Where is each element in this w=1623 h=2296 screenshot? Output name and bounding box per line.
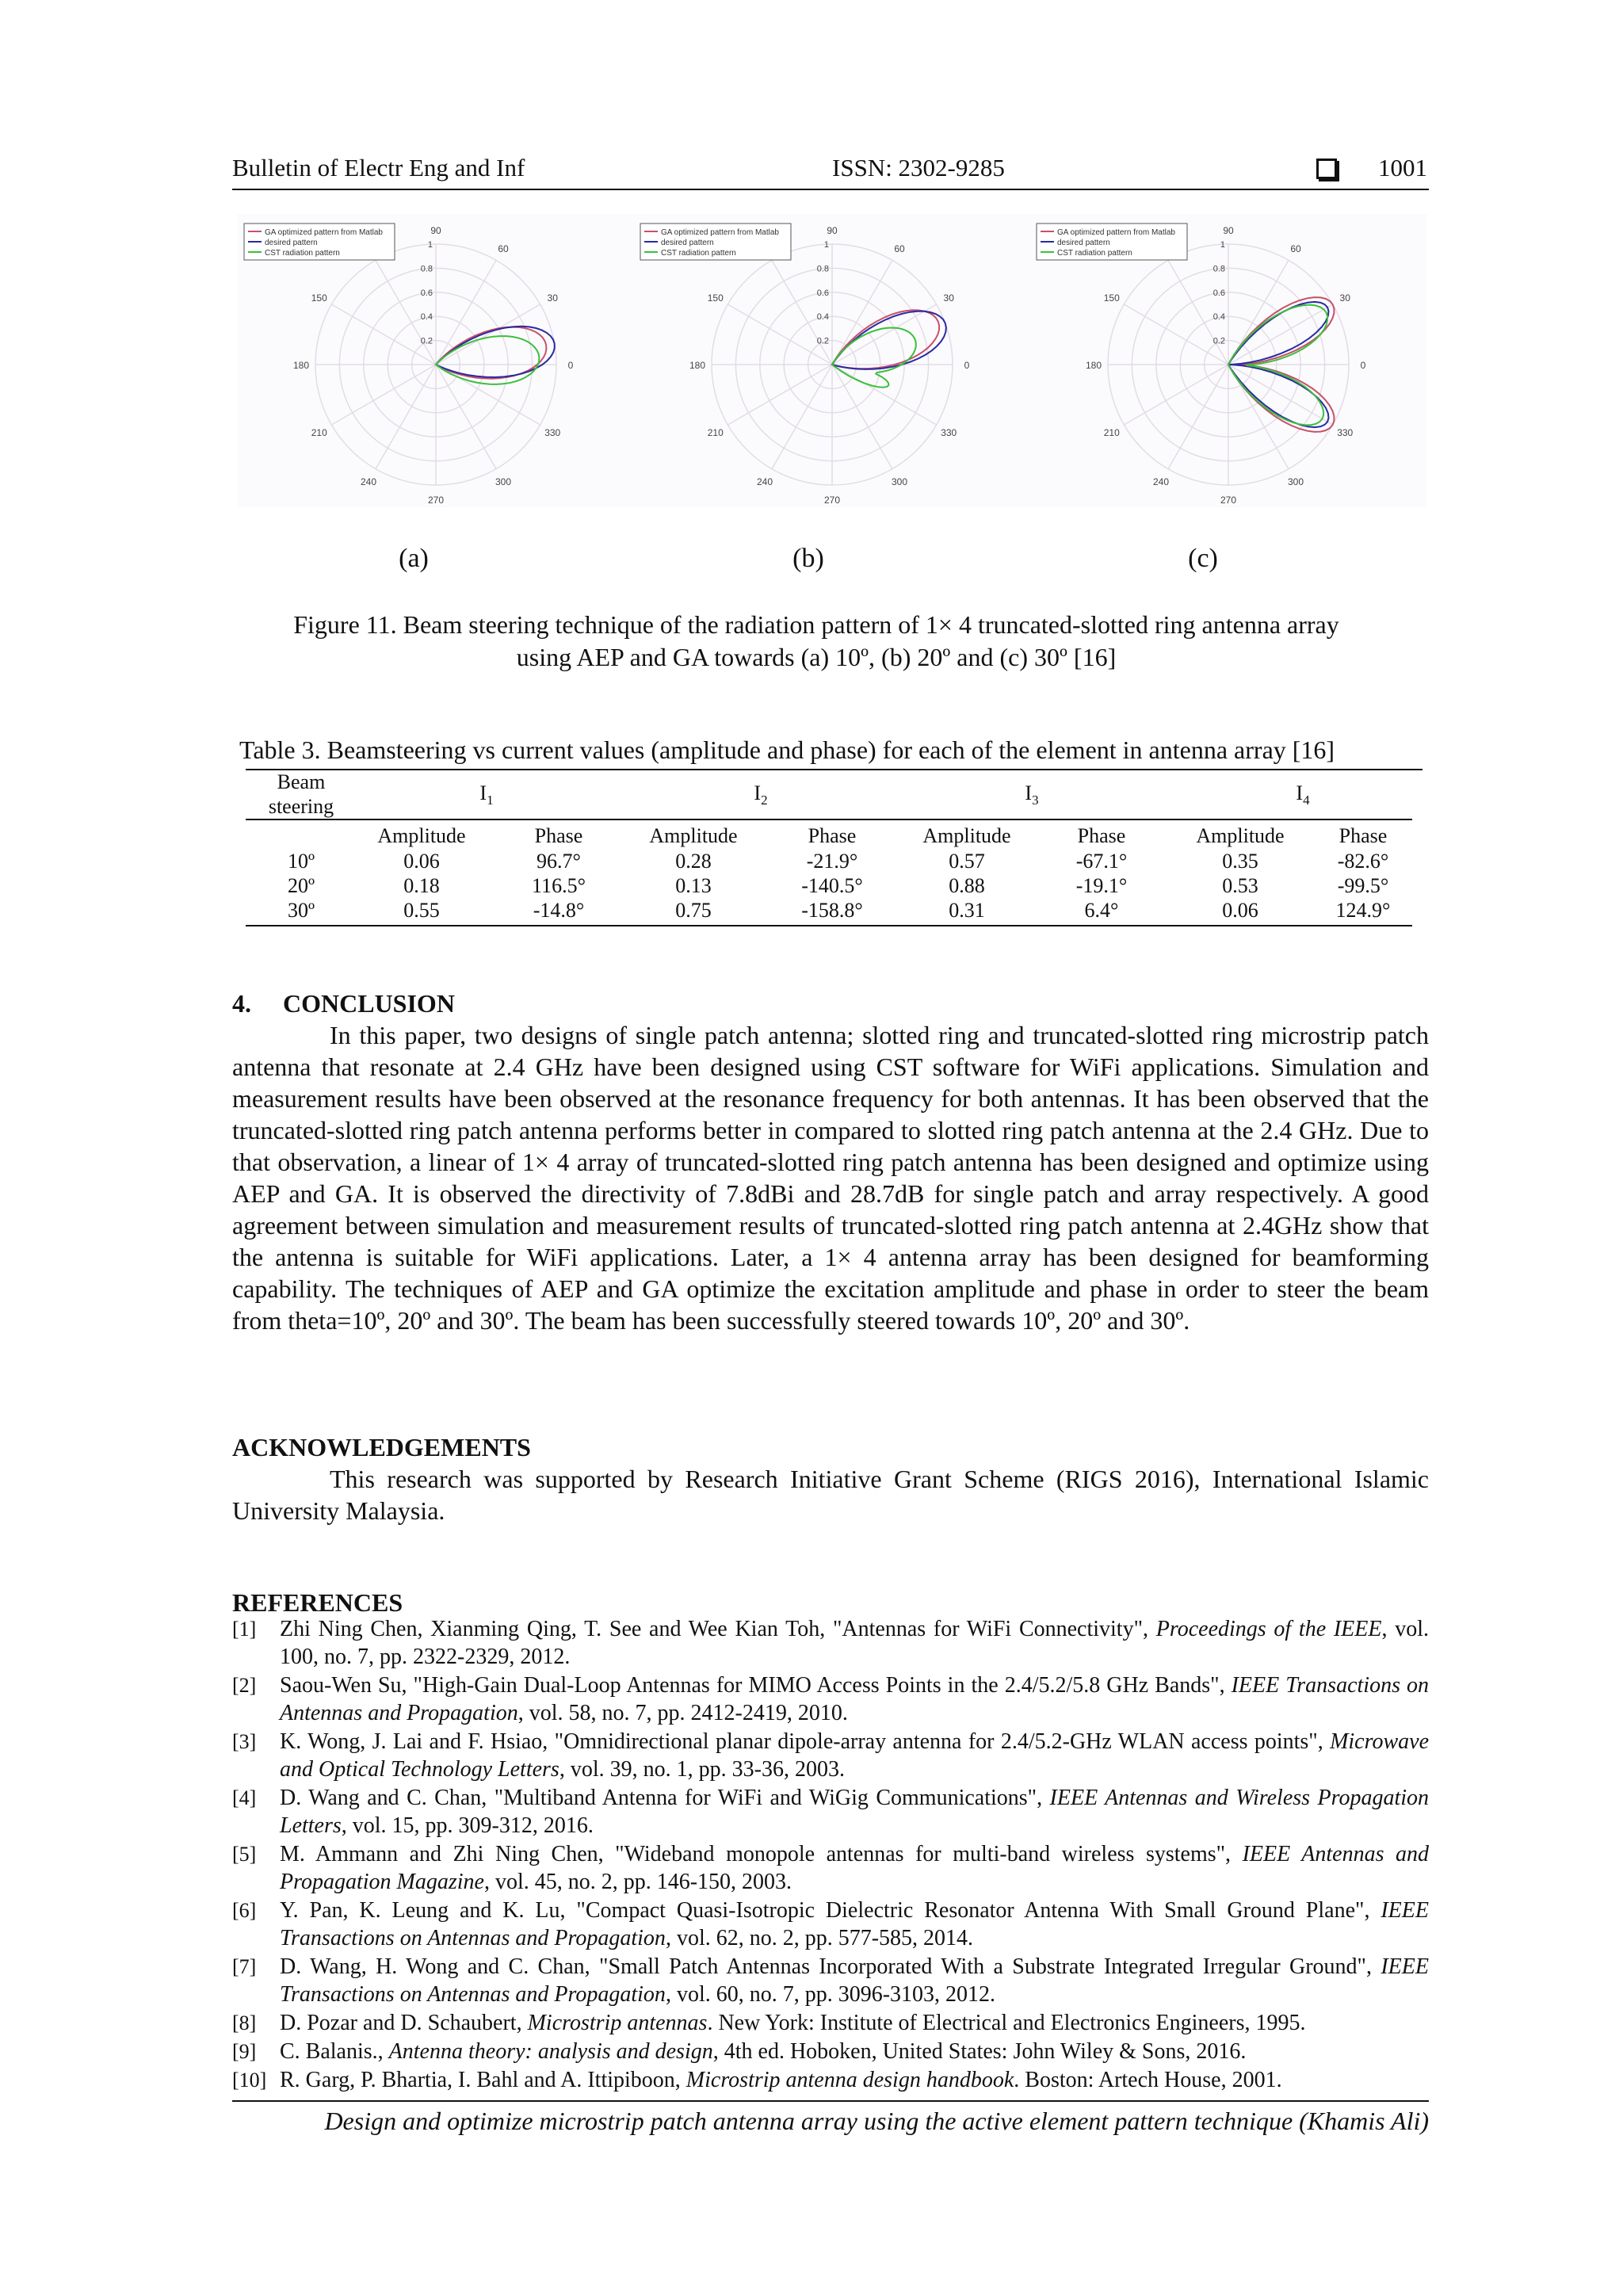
reference-item: [7] D. Wang, H. Wong and C. Chan, "Small Patch Antennas Incorporated With a Substrate Integrated Irregular Ground", IEEE Transactions on Antennas and Propagation, vol. 60, no. 7, pp. 3096-3103, 2012. <box>232 1954 1429 2007</box>
table-cell: -140.5° <box>801 874 863 897</box>
conclusion-text: In this paper, two designs of single patch antenna; slotted ring and truncated-slotted ring microstrip patch antenna that resonate at 2.4 GHz have been designed using CST software for WiFi applications. Simulation and measurement results have been observed at the resonance frequency for both antennas. It has been observed that the truncated-slotted ring patch antenna performs better in compared to slotted ring patch antenna at the 2.4 GHz. Due to that observation, a linear of 1× 4 array of truncated-slotted ring patch antenna has been designed and optimize using AEP and GA. It is observed the directivity of 7.8dBi and 28.7dB for single patch and array respectively. A good agreement between simulation and measurement results of truncated-slotted ring patch antenna at 2.4GHz show that the antenna is suitable for WiFi applications. Later, a 1× 4 antenna array has been designed for beamforming capability. The techniques of AEP and GA optimize the excitation amplitude and phase in order to steer the beam from theta=10º, 20º and 30º. The beam has been successfully steered towards 10º, 20º and 30º. <box>232 1021 1429 1335</box>
angle-tick-label: 240 <box>756 476 773 488</box>
reference-number: [10] <box>232 2069 267 2092</box>
column-subheader: Phase <box>1077 824 1126 847</box>
table-cell: 0.18 <box>403 874 440 897</box>
journal-name: Bulletin of Electr Eng and Inf <box>232 154 525 181</box>
angle-tick-label: 0 <box>567 360 574 371</box>
angle-tick-label: 60 <box>1290 243 1301 254</box>
angle-tick-label: 0 <box>964 360 970 371</box>
figure-caption-line-1: Figure 11. Beam steering technique of the radiation pattern of 1× 4 truncated-slotted ring antenna array <box>293 610 1339 639</box>
issn: ISSN: 2302-9285 <box>832 154 1005 181</box>
table-cell: 6.4° <box>1084 899 1119 922</box>
table-cell: 0.75 <box>675 899 712 922</box>
angle-tick-label: 60 <box>498 243 509 254</box>
footer-rule <box>232 2100 1429 2102</box>
reference-venue: Antenna theory: analysis and design <box>388 2039 713 2064</box>
radial-tick-label: 0.6 <box>816 288 829 298</box>
reference-item: [5] M. Ammann and Zhi Ning Chen, "Wideband monopole antennas for multi-band wireless systems", IEEE Antennas and Propagation Magazine, vol. 45, no. 2, pp. 146-150, 2003. <box>232 1842 1429 1894</box>
radial-tick-label: 0.8 <box>420 264 433 274</box>
table-cell: -99.5° <box>1337 874 1389 897</box>
reference-number: [5] <box>232 1843 257 1866</box>
angle-tick-label: 90 <box>827 225 838 236</box>
radial-tick-label: 1 <box>823 240 829 250</box>
conclusion-paragraph <box>232 1019 1429 1336</box>
acknowledgements-text: This research was supported by Research Initiative Grant Scheme (RIGS 2016), International Islamic University Malaysia. <box>232 1465 1429 1525</box>
column-subheader: Phase <box>1338 824 1388 847</box>
reference-number: [2] <box>232 1674 257 1697</box>
table-caption: Table 3. Beamsteering vs current values (amplitude and phase) for each of the element in antenna array [16] <box>239 735 1335 764</box>
reference-item: [1] Zhi Ning Chen, Xianming Qing, T. See and Wee Kian Toh, "Antennas for WiFi Connectivity", Proceedings of the IEEE, vol. 100, no. 7, pp. 2322-2329, 2012. <box>232 1617 1429 1669</box>
angle-tick-label: 210 <box>707 427 724 438</box>
angle-tick-label: 300 <box>495 476 512 488</box>
polar-plot-a-svg <box>238 214 634 507</box>
sublabel-c: (c) <box>1188 544 1218 573</box>
table-cell: -21.9° <box>806 850 858 873</box>
angle-tick-label: 330 <box>1337 427 1354 438</box>
angle-tick-label: 270 <box>427 495 445 506</box>
polar-plot-c-svg <box>1030 214 1426 507</box>
table-cell: 96.7° <box>537 850 581 873</box>
sublabel-b: (b) <box>792 544 824 573</box>
column-subheader: Amplitude <box>922 824 1011 847</box>
table-cell: 0.13 <box>675 874 712 897</box>
radial-tick-label: 0.4 <box>816 312 829 323</box>
table-top-rule <box>246 769 1423 770</box>
angle-tick-label: 210 <box>311 427 327 438</box>
conclusion-heading: 4. CONCLUSION <box>232 989 455 1018</box>
angle-tick-label: 30 <box>1339 292 1350 304</box>
legend-label: GA optimized pattern from Matlab <box>1057 228 1175 237</box>
angle-tick-label: 240 <box>360 476 377 488</box>
figure-11 <box>238 214 1426 579</box>
table-cell: 124.9° <box>1335 899 1391 922</box>
reference-number: [1] <box>232 1618 257 1641</box>
row-beam-angle: 20º <box>287 874 315 897</box>
row-beam-angle: 30º <box>287 899 315 922</box>
angle-tick-label: 180 <box>292 360 310 371</box>
reference-venue: Proceedings of the IEEE <box>1155 1617 1382 1641</box>
row-beam-angle: 10º <box>287 850 315 873</box>
legend-label: CST radiation pattern <box>661 249 736 258</box>
polar-plot-c <box>1030 214 1426 507</box>
reference-venue: Microwave and Optical Technology Letters <box>280 1729 1429 1782</box>
reference-item: [6] Y. Pan, K. Leung and K. Lu, "Compact Quasi-Isotropic Dielectric Resonator Antenna With Small Ground Plane", IEEE Transactions on Antennas and Propagation, vol. 62, no. 2, pp. 577-585, 2014. <box>232 1898 1429 1950</box>
angle-tick-label: 300 <box>1287 476 1304 488</box>
polar-plot-b <box>634 214 1030 507</box>
table-cell: 0.06 <box>403 850 440 873</box>
square-icon <box>1316 159 1337 179</box>
legend-label: desired pattern <box>265 239 318 247</box>
angle-tick-label: 240 <box>1152 476 1170 488</box>
reference-item: [2] Saou-Wen Su, "High-Gain Dual-Loop Antennas for MIMO Access Points in the 2.4/5.2/5.8 GHz Bands", IEEE Transactions on Antennas and Propagation, vol. 58, no. 7, pp. 2412-2419, 2010. <box>232 1673 1429 1725</box>
polar-plot-a <box>238 214 634 507</box>
angle-tick-label: 30 <box>547 292 558 304</box>
beam-header-line-2: steering <box>268 795 334 818</box>
table-cell: 116.5° <box>532 874 586 897</box>
legend-label: GA optimized pattern from Matlab <box>265 228 383 237</box>
running-footer: Design and optimize microstrip patch antenna array using the active element pattern technique (Khamis Ali) <box>324 2107 1429 2135</box>
acknowledgements-paragraph <box>232 1463 1429 1526</box>
figure-caption <box>238 609 1395 674</box>
angle-tick-label: 300 <box>891 476 908 488</box>
reference-venue: IEEE Antennas and Propagation Magazine <box>280 1842 1429 1894</box>
reference-number: [6] <box>232 1899 257 1922</box>
radial-tick-label: 0.4 <box>420 312 433 323</box>
angle-tick-label: 270 <box>1220 495 1237 506</box>
reference-item: [8] D. Pozar and D. Schaubert, Microstrip antennas. New York: Institute of Electrical and Electronics Engineers, 1995. <box>232 2011 1306 2035</box>
reference-number: [7] <box>232 1955 257 1978</box>
table-cell: 0.53 <box>1222 874 1258 897</box>
table-cell: 0.55 <box>403 899 440 922</box>
angle-tick-label: 0 <box>1360 360 1366 371</box>
plot-legend <box>244 223 395 260</box>
legend-label: CST radiation pattern <box>265 249 340 258</box>
acknowledgements-heading: ACKNOWLEDGEMENTS <box>232 1433 531 1461</box>
reference-venue: IEEE Transactions on Antennas and Propagation <box>280 1673 1429 1725</box>
angle-tick-label: 330 <box>544 427 561 438</box>
column-subheader: Amplitude <box>1196 824 1285 847</box>
angle-tick-label: 150 <box>311 292 327 304</box>
table-cell: 0.57 <box>949 850 985 873</box>
table-bottom-rule <box>246 925 1412 926</box>
radial-tick-label: 0.2 <box>420 336 433 346</box>
radial-tick-label: 0.2 <box>1212 336 1225 346</box>
reference-item: [9] C. Balanis., Antenna theory: analysis and design, 4th ed. Hoboken, United States: John Wiley & Sons, 2016. <box>232 2039 1247 2064</box>
radial-tick-label: 0.8 <box>816 264 829 274</box>
table-cell: -82.6° <box>1337 850 1389 873</box>
group-header-i1: $I_1$ <box>479 781 494 808</box>
sublabel-a: (a) <box>399 544 429 573</box>
legend-label: desired pattern <box>661 239 714 247</box>
radial-tick-label: 0.2 <box>816 336 829 346</box>
angle-tick-label: 270 <box>823 495 841 506</box>
table-cell: 0.06 <box>1222 899 1258 922</box>
table-cell: 0.28 <box>675 850 712 873</box>
legend-label: GA optimized pattern from Matlab <box>661 228 779 237</box>
references-heading: REFERENCES <box>232 1588 403 1617</box>
group-header-i2: $I_2$ <box>754 781 768 808</box>
page-number: 1001 <box>1378 154 1427 181</box>
figure-caption-line-2: using AEP and GA towards (a) 10º, (b) 20º and (c) 30º [16] <box>516 643 1117 671</box>
reference-item: [10] R. Garg, P. Bhartia, I. Bahl and A. Ittipiboon, Microstrip antenna design handbook. Boston: Artech House, 2001. <box>232 2068 1282 2092</box>
radial-tick-label: 1 <box>1220 240 1225 250</box>
angle-tick-label: 330 <box>941 427 957 438</box>
table-cell: -67.1° <box>1075 850 1128 873</box>
legend-label: desired pattern <box>1057 239 1110 247</box>
reference-list <box>232 1615 1429 2095</box>
group-header-i4: $I_4$ <box>1296 781 1310 808</box>
reference-venue: IEEE Transactions on Antennas and Propagation <box>280 1898 1429 1950</box>
reference-number: [9] <box>232 2040 257 2063</box>
column-subheader: Amplitude <box>649 824 738 847</box>
polar-plot-b-svg <box>634 214 1030 507</box>
angle-tick-label: 150 <box>707 292 724 304</box>
reference-venue: IEEE Transactions on Antennas and Propagation <box>280 1954 1429 2007</box>
radial-tick-label: 0.6 <box>1212 288 1225 298</box>
angle-tick-label: 210 <box>1103 427 1120 438</box>
angle-tick-label: 90 <box>1223 225 1234 236</box>
column-subheader: Amplitude <box>377 824 466 847</box>
legend-label: CST radiation pattern <box>1057 249 1132 258</box>
column-subheader: Phase <box>808 824 857 847</box>
angle-tick-label: 180 <box>689 360 706 371</box>
angle-tick-label: 150 <box>1103 292 1120 304</box>
table-cell: -14.8° <box>533 899 585 922</box>
reference-number: [4] <box>232 1786 257 1809</box>
reference-item: [4] D. Wang and C. Chan, "Multiband Antenna for WiFi and WiGig Communications", IEEE Antennas and Wireless Propagation Letters, vol. 15, pp. 309-312, 2016. <box>232 1786 1429 1838</box>
reference-number: [8] <box>232 2011 257 2034</box>
table-cell: 0.35 <box>1222 850 1258 873</box>
angle-tick-label: 60 <box>894 243 905 254</box>
radial-tick-label: 1 <box>427 240 433 250</box>
reference-number: [3] <box>232 1730 257 1753</box>
table-header-rule <box>246 819 1412 820</box>
angle-tick-label: 90 <box>430 225 441 236</box>
reference-venue: Microstrip antenna design handbook <box>685 2068 1014 2092</box>
reference-venue: IEEE Antennas and Wireless Propagation Letters <box>280 1786 1429 1838</box>
group-header-i3: $I_3$ <box>1025 781 1039 808</box>
radial-tick-label: 0.4 <box>1212 312 1225 323</box>
beam-header-line-1: Beam <box>277 770 326 793</box>
table-cell: 0.88 <box>949 874 985 897</box>
plot-legend <box>1037 223 1187 260</box>
angle-tick-label: 180 <box>1085 360 1102 371</box>
reference-venue: Microstrip antennas <box>527 2011 708 2035</box>
reference-item: [3] K. Wong, J. Lai and F. Hsiao, "Omnidirectional planar dipole-array antenna for 2.4/5.2-GHz WLAN access points", Microwave and Optical Technology Letters, vol. 39, no. 1, pp. 33-36, 2003. <box>232 1729 1429 1782</box>
table-cell: 0.31 <box>949 899 985 922</box>
table-cell: -19.1° <box>1075 874 1128 897</box>
running-header <box>232 154 1429 190</box>
table-cell: -158.8° <box>801 899 863 922</box>
column-subheader: Phase <box>534 824 583 847</box>
angle-tick-label: 30 <box>943 292 954 304</box>
radial-tick-label: 0.8 <box>1212 264 1225 274</box>
plot-legend <box>640 223 791 260</box>
radial-tick-label: 0.6 <box>420 288 433 298</box>
